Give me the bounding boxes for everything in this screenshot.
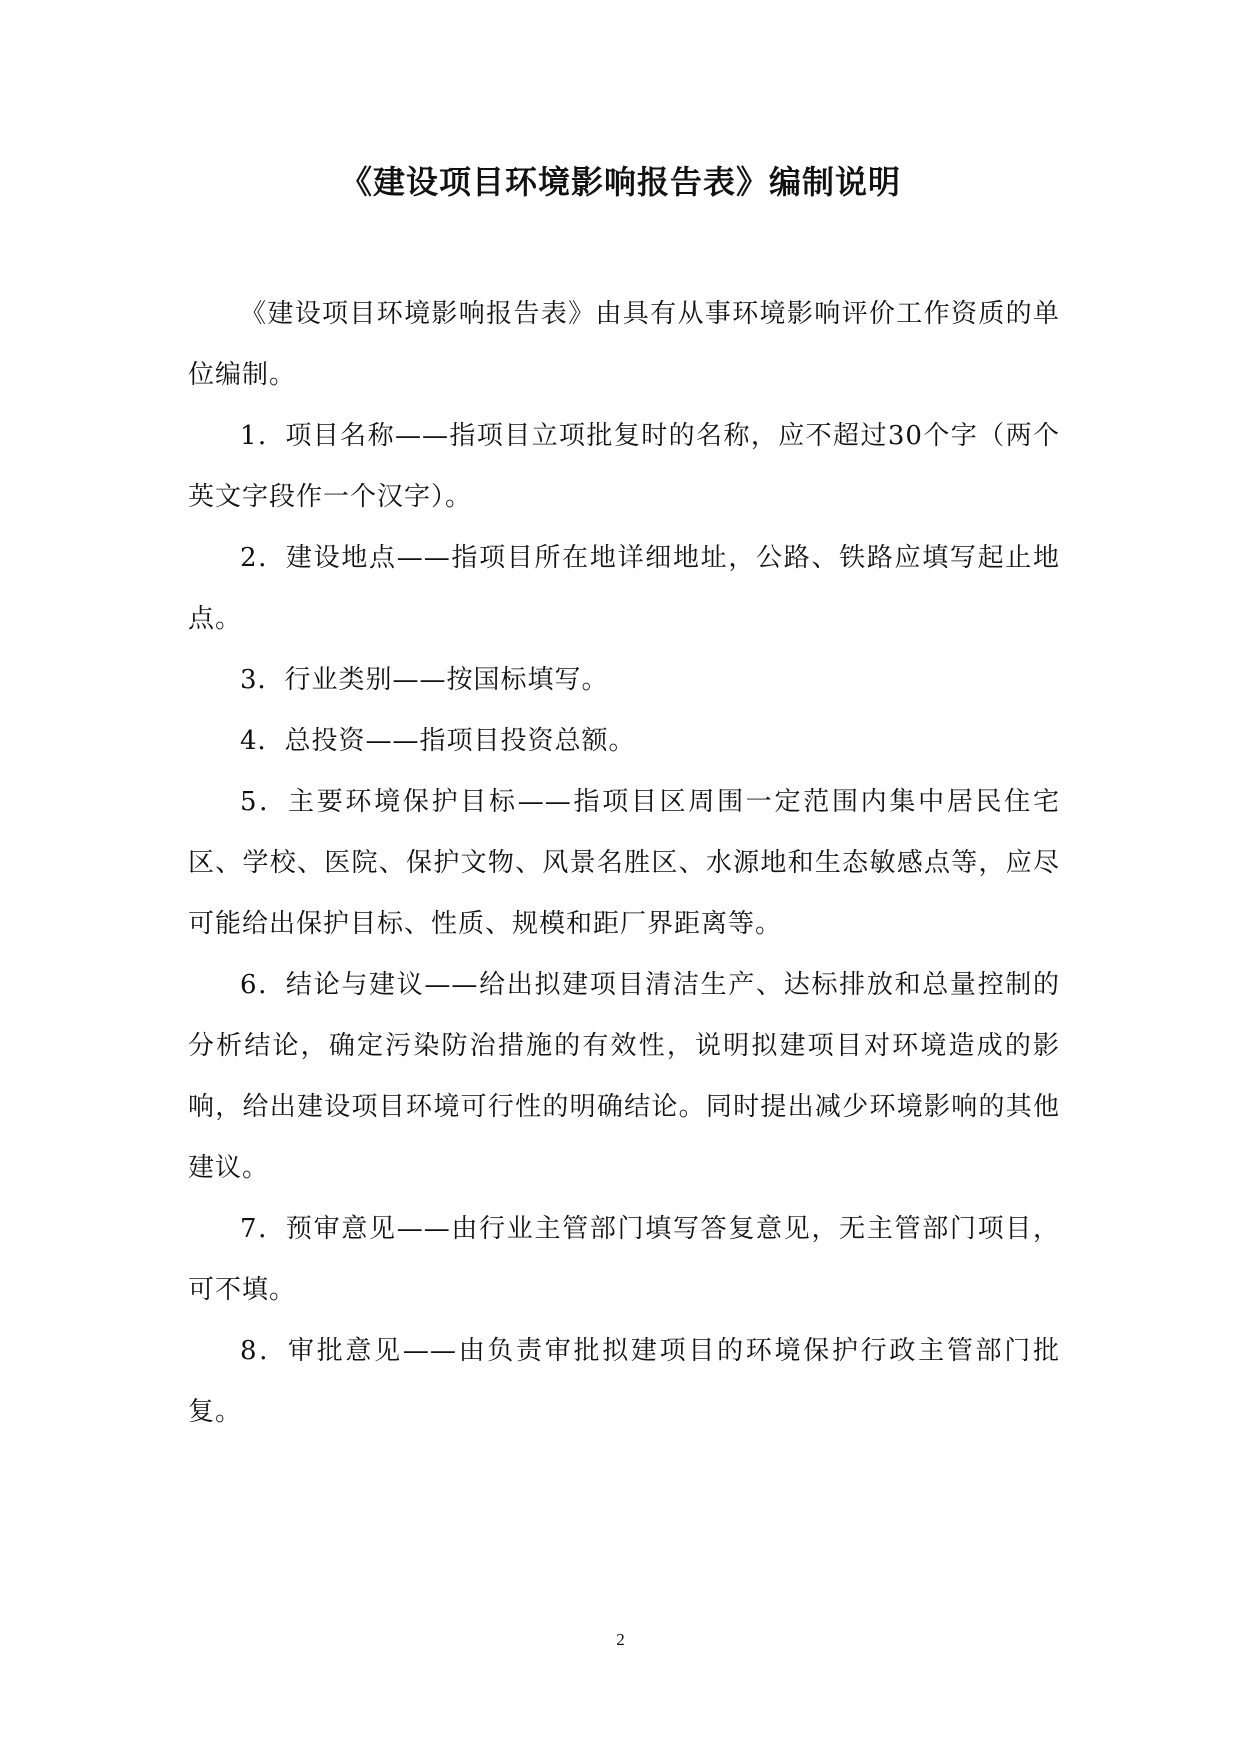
item-1-project-name: 1．项目名称——指项目立项批复时的名称，应不超过30个字（两个英文字段作一个汉字）。: [188, 421, 1060, 512]
item-3-industry-category: 3．行业类别——按国标填写。: [240, 665, 609, 695]
item-4-total-investment: 4．总投资——指项目投资总额。: [240, 726, 636, 756]
document-body: [188, 284, 1060, 1443]
intro-paragraph: 《建设项目环境影响报告表》由具有从事环境影响评价工作资质的单位编制。: [188, 299, 1060, 390]
document-title: 《建设项目环境影响报告表》编制说明: [339, 163, 901, 201]
item-2-location: 2．建设地点——指项目所在地详细地址，公路、铁路应填写起止地点。: [188, 543, 1060, 634]
item-8-approval: 8．审批意见——由负责审批拟建项目的环境保护行政主管部门批复。: [188, 1336, 1060, 1427]
item-7-pre-review: 7．预审意见——由行业主管部门填写答复意见，无主管部门项目，可不填。: [188, 1214, 1060, 1305]
item-5-protection-targets: 5．主要环境保护目标——指项目区周围一定范围内集中居民住宅区、学校、医院、保护文物、风景名胜区、水源地和生态敏感点等，应尽可能给出保护目标、性质、规模和距厂界距离等。: [188, 787, 1060, 939]
page-number: 2: [616, 1630, 625, 1649]
item-6-conclusions: 6．结论与建议——给出拟建项目清洁生产、达标排放和总量控制的分析结论，确定污染防治措施的有效性，说明拟建项目对环境造成的影响，给出建设项目环境可行性的明确结论。同时提出减少环境影响的其他建议。: [188, 970, 1060, 1183]
